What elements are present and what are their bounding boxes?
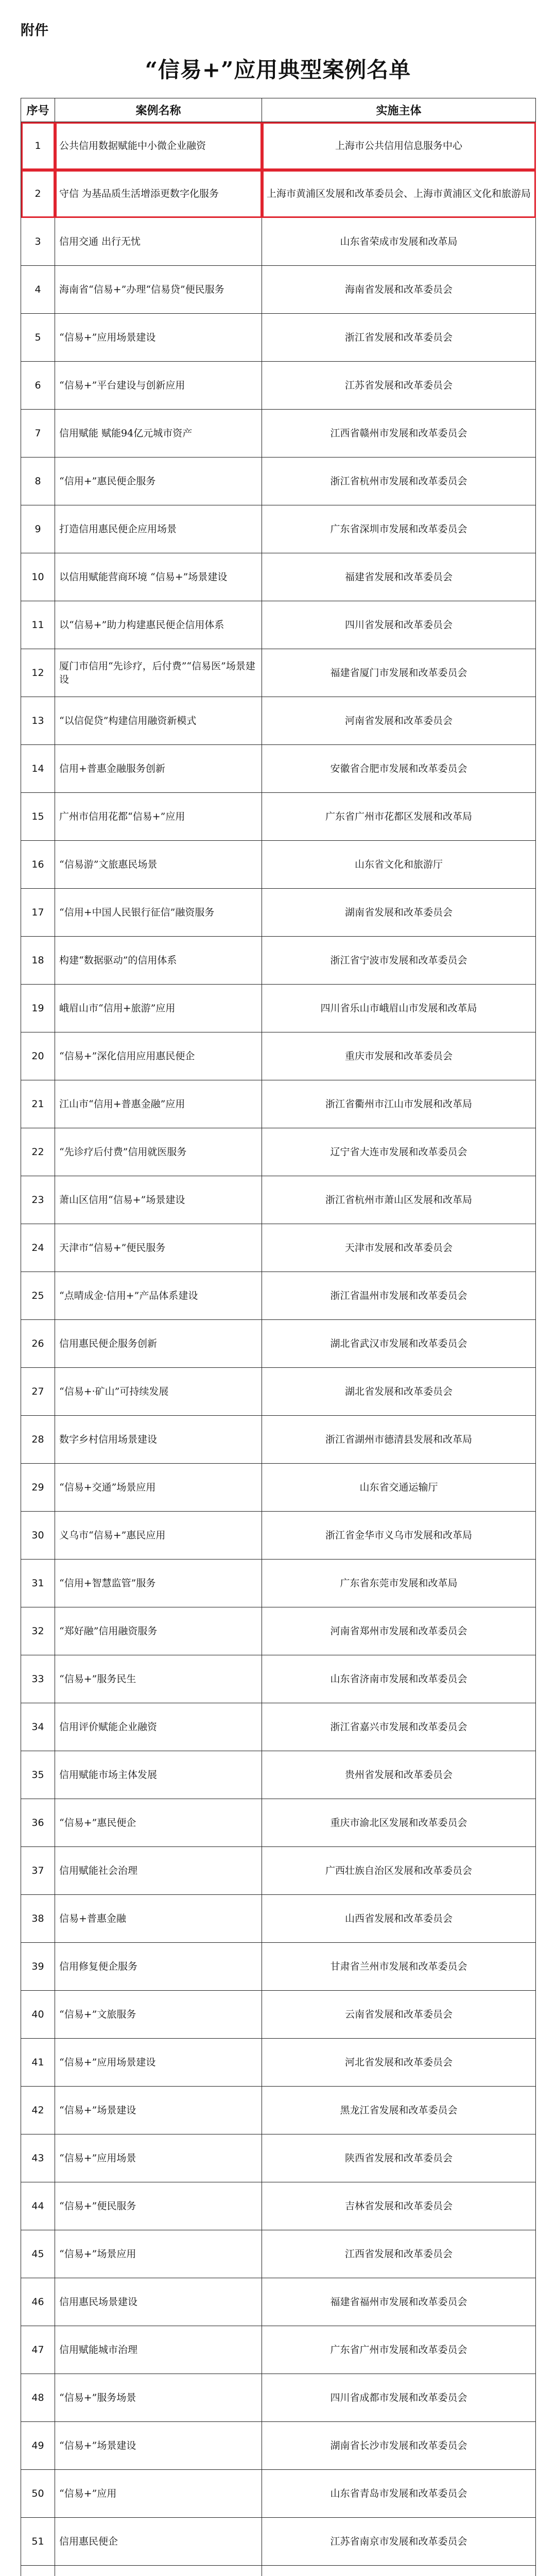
implementing-entity: 江西省赣州市发展和改革委员会 xyxy=(262,410,536,457)
table-row xyxy=(21,170,536,218)
implementing-entity: 湖北省武汉市发展和改革委员会 xyxy=(262,1320,536,1368)
row-number: 13 xyxy=(21,697,55,745)
case-name: “信易+”场景应用 xyxy=(55,2230,262,2278)
row-number: 20 xyxy=(21,1032,55,1080)
implementing-entity: 上海市黄浦区发展和改革委员会、上海市黄浦区文化和旅游局 xyxy=(262,170,536,218)
implementing-entity: 广东省广州市花都区发展和改革局 xyxy=(262,793,536,841)
row-number: 31 xyxy=(21,1560,55,1607)
row-number: 43 xyxy=(21,2134,55,2182)
implementing-entity xyxy=(262,2566,536,2576)
table-row xyxy=(21,889,536,937)
row-number: 19 xyxy=(21,985,55,1032)
implementing-entity: 重庆市发展和改革委员会 xyxy=(262,1032,536,1080)
case-name: 信用惠民场景建设 xyxy=(55,2278,262,2326)
case-name: 广州市信用花都“信易+”应用 xyxy=(55,793,262,841)
page-title: “信易+”应用典型案例名单 xyxy=(145,57,411,82)
implementing-entity: 江苏省南京市发展和改革委员会 xyxy=(262,2518,536,2566)
implementing-entity: 山东省青岛市发展和改革委员会 xyxy=(262,2470,536,2518)
implementing-entity: 广西壮族自治区发展和改革委员会 xyxy=(262,1847,536,1895)
implementing-entity: 辽宁省大连市发展和改革委员会 xyxy=(262,1128,536,1176)
implementing-entity: 湖南省发展和改革委员会 xyxy=(262,889,536,937)
row-number: 38 xyxy=(21,1895,55,1943)
implementing-entity: 浙江省宁波市发展和改革委员会 xyxy=(262,937,536,985)
case-name xyxy=(55,2566,262,2576)
implementing-entity: 江苏省发展和改革委员会 xyxy=(262,362,536,410)
row-number: 25 xyxy=(21,1272,55,1320)
case-name: 萧山区信用“信易+”场景建设 xyxy=(55,1176,262,1224)
table-row xyxy=(21,1847,536,1895)
implementing-entity: 福建省厦门市发展和改革委员会 xyxy=(262,649,536,697)
case-name: 公共信用数据赋能中小微企业融资 xyxy=(55,122,262,170)
row-number: 22 xyxy=(21,1128,55,1176)
implementing-entity: 广东省东莞市发展和改革局 xyxy=(262,1560,536,1607)
table-row xyxy=(21,697,536,745)
implementing-entity: 福建省福州市发展和改革委员会 xyxy=(262,2278,536,2326)
table-body xyxy=(21,122,536,2576)
row-number: 1 xyxy=(21,122,55,170)
case-name: 义乌市“信易+”惠民应用 xyxy=(55,1512,262,1560)
table-row xyxy=(21,314,536,362)
table-row xyxy=(21,1176,536,1224)
table-row xyxy=(21,1991,536,2039)
case-name: 信用赋能 赋能94亿元城市资产 xyxy=(55,410,262,457)
table-row xyxy=(21,1080,536,1128)
row-number: 32 xyxy=(21,1607,55,1655)
row-number: 8 xyxy=(21,457,55,505)
column-header-case-name: 案例名称 xyxy=(55,98,262,122)
case-name: 峨眉山市“信用+旅游”应用 xyxy=(55,985,262,1032)
case-name: “信易+”服务民生 xyxy=(55,1655,262,1703)
row-number: 34 xyxy=(21,1703,55,1751)
row-number: 18 xyxy=(21,937,55,985)
row-number: 46 xyxy=(21,2278,55,2326)
table-row xyxy=(21,1607,536,1655)
row-number: 2 xyxy=(21,170,55,218)
row-number: 30 xyxy=(21,1512,55,1560)
implementing-entity: 浙江省衢州市江山市发展和改革局 xyxy=(262,1080,536,1128)
table-row xyxy=(21,553,536,601)
row-number: 50 xyxy=(21,2470,55,2518)
implementing-entity: 上海市公共信用信息服务中心 xyxy=(262,122,536,170)
row-number: 47 xyxy=(21,2326,55,2374)
table-row xyxy=(21,2087,536,2134)
case-name: “信易+”深化信用应用惠民便企 xyxy=(55,1032,262,1080)
table-row xyxy=(21,362,536,410)
row-number: 29 xyxy=(21,1464,55,1512)
implementing-entity: 甘肃省兰州市发展和改革委员会 xyxy=(262,1943,536,1991)
case-name: 天津市“信易+”便民服务 xyxy=(55,1224,262,1272)
implementing-entity: 福建省发展和改革委员会 xyxy=(262,553,536,601)
case-name: 信用修复便企服务 xyxy=(55,1943,262,1991)
implementing-entity: 浙江省嘉兴市发展和改革委员会 xyxy=(262,1703,536,1751)
case-name: “信用+智慧监管”服务 xyxy=(55,1560,262,1607)
table-row xyxy=(21,1655,536,1703)
implementing-entity: 天津市发展和改革委员会 xyxy=(262,1224,536,1272)
table-row xyxy=(21,1128,536,1176)
case-name: “信易+”场景建设 xyxy=(55,2087,262,2134)
implementing-entity: 江西省发展和改革委员会 xyxy=(262,2230,536,2278)
case-name: “信易+”场景建设 xyxy=(55,2422,262,2470)
implementing-entity: 山东省文化和旅游厅 xyxy=(262,841,536,889)
implementing-entity: 四川省成都市发展和改革委员会 xyxy=(262,2374,536,2422)
case-name: “信易+”服务场景 xyxy=(55,2374,262,2422)
case-name: 信用赋能城市治理 xyxy=(55,2326,262,2374)
table-row xyxy=(21,649,536,697)
implementing-entity: 浙江省发展和改革委员会 xyxy=(262,314,536,362)
case-name: 厦门市信用“先诊疗，后付费”“信易医”场景建设 xyxy=(55,649,262,697)
row-number: 24 xyxy=(21,1224,55,1272)
table-row xyxy=(21,1032,536,1080)
table-row xyxy=(21,2566,536,2576)
implementing-entity: 湖南省长沙市发展和改革委员会 xyxy=(262,2422,536,2470)
table-row xyxy=(21,1560,536,1607)
table-row xyxy=(21,2326,536,2374)
row-number: 48 xyxy=(21,2374,55,2422)
row-number: 16 xyxy=(21,841,55,889)
implementing-entity: 浙江省湖州市德清县发展和改革局 xyxy=(262,1416,536,1464)
case-name: 守信 为基品质生活增添更数字化服务 xyxy=(55,170,262,218)
table-row xyxy=(21,793,536,841)
table-row xyxy=(21,2278,536,2326)
table-row xyxy=(21,985,536,1032)
table-row xyxy=(21,2470,536,2518)
implementing-entity: 海南省发展和改革委员会 xyxy=(262,266,536,314)
case-name: “信易游”文旅惠民场景 xyxy=(55,841,262,889)
case-name: 信易+普惠金融 xyxy=(55,1895,262,1943)
table-row xyxy=(21,1512,536,1560)
case-name: 信用惠民便企服务创新 xyxy=(55,1320,262,1368)
case-name: “信易+”应用 xyxy=(55,2470,262,2518)
implementing-entity: 吉林省发展和改革委员会 xyxy=(262,2182,536,2230)
implementing-entity: 浙江省金华市义乌市发展和改革局 xyxy=(262,1512,536,1560)
row-number: 49 xyxy=(21,2422,55,2470)
table-row xyxy=(21,1464,536,1512)
table-row xyxy=(21,601,536,649)
row-number: 15 xyxy=(21,793,55,841)
case-name: 数字乡村信用场景建设 xyxy=(55,1416,262,1464)
case-name: 江山市“信用+普惠金融”应用 xyxy=(55,1080,262,1128)
table-row xyxy=(21,1272,536,1320)
table-row xyxy=(21,1751,536,1799)
table-row xyxy=(21,2134,536,2182)
row-number: 12 xyxy=(21,649,55,697)
case-name: 信用惠民便企 xyxy=(55,2518,262,2566)
row-number: 33 xyxy=(21,1655,55,1703)
implementing-entity: 浙江省杭州市萧山区发展和改革局 xyxy=(262,1176,536,1224)
row-number: 23 xyxy=(21,1176,55,1224)
table-row xyxy=(21,2518,536,2566)
table-row xyxy=(21,266,536,314)
case-name: 信用交通 出行无忧 xyxy=(55,218,262,266)
row-number: 45 xyxy=(21,2230,55,2278)
case-name: 海南省“信易+”办理“信易贷”便民服务 xyxy=(55,266,262,314)
case-name: “信易+·矿山”可持续发展 xyxy=(55,1368,262,1416)
case-name: “先诊疗后付费”信用就医服务 xyxy=(55,1128,262,1176)
row-number: 10 xyxy=(21,553,55,601)
row-number: 6 xyxy=(21,362,55,410)
row-number: 41 xyxy=(21,2039,55,2087)
table-row xyxy=(21,1320,536,1368)
table-header-row xyxy=(21,98,536,122)
case-name: “信易+”惠民便企 xyxy=(55,1799,262,1847)
row-number: 17 xyxy=(21,889,55,937)
row-number: 42 xyxy=(21,2087,55,2134)
table-row xyxy=(21,505,536,553)
table-row xyxy=(21,410,536,457)
row-number: 7 xyxy=(21,410,55,457)
case-name: 以“信易+”助力构建惠民便企信用体系 xyxy=(55,601,262,649)
row-number: 14 xyxy=(21,745,55,793)
implementing-entity: 河南省郑州市发展和改革委员会 xyxy=(262,1607,536,1655)
table-row xyxy=(21,1368,536,1416)
case-name: 信用赋能社会治理 xyxy=(55,1847,262,1895)
implementing-entity: 浙江省温州市发展和改革委员会 xyxy=(262,1272,536,1320)
row-number: 40 xyxy=(21,1991,55,2039)
row-number: 51 xyxy=(21,2518,55,2566)
case-name: “信易+”应用场景建设 xyxy=(55,2039,262,2087)
table-row xyxy=(21,841,536,889)
case-name: 信用赋能市场主体发展 xyxy=(55,1751,262,1799)
row-number: 37 xyxy=(21,1847,55,1895)
row-number: 27 xyxy=(21,1368,55,1416)
implementing-entity: 河北省发展和改革委员会 xyxy=(262,2039,536,2087)
table-row xyxy=(21,2182,536,2230)
implementing-entity: 安徽省合肥市发展和改革委员会 xyxy=(262,745,536,793)
case-name: 信用+普惠金融服务创新 xyxy=(55,745,262,793)
implementing-entity: 山东省济南市发展和改革委员会 xyxy=(262,1655,536,1703)
row-number: 36 xyxy=(21,1799,55,1847)
case-name: 信用评价赋能企业融资 xyxy=(55,1703,262,1751)
case-name: 构建“数据驱动”的信用体系 xyxy=(55,937,262,985)
implementing-entity: 山西省发展和改革委员会 xyxy=(262,1895,536,1943)
row-number: 44 xyxy=(21,2182,55,2230)
case-name: “信易+”应用场景建设 xyxy=(55,314,262,362)
case-name: “信用+”惠民便企服务 xyxy=(55,457,262,505)
implementing-entity: 广东省深圳市发展和改革委员会 xyxy=(262,505,536,553)
table-row xyxy=(21,1799,536,1847)
column-header-implementer: 实施主体 xyxy=(262,98,536,122)
case-name: “郑好融”信用融资服务 xyxy=(55,1607,262,1655)
row-number: 11 xyxy=(21,601,55,649)
table-row xyxy=(21,457,536,505)
table-row xyxy=(21,1895,536,1943)
case-name: “信易+”文旅服务 xyxy=(55,1991,262,2039)
implementing-entity: 重庆市渝北区发展和改革委员会 xyxy=(262,1799,536,1847)
implementing-entity: 河南省发展和改革委员会 xyxy=(262,697,536,745)
row-number: 21 xyxy=(21,1080,55,1128)
implementing-entity: 山东省交通运输厅 xyxy=(262,1464,536,1512)
implementing-entity: 云南省发展和改革委员会 xyxy=(262,1991,536,2039)
case-name: “信易+”便民服务 xyxy=(55,2182,262,2230)
table-row xyxy=(21,218,536,266)
implementing-entity: 浙江省杭州市发展和改革委员会 xyxy=(262,457,536,505)
implementing-entity: 山东省荣成市发展和改革局 xyxy=(262,218,536,266)
column-header-number: 序号 xyxy=(21,98,55,122)
table-row xyxy=(21,1224,536,1272)
row-number: 5 xyxy=(21,314,55,362)
attachment-label: 附件 xyxy=(21,23,48,39)
table-row xyxy=(21,2422,536,2470)
case-name: “信易+”应用场景 xyxy=(55,2134,262,2182)
case-name: “信用+中国人民银行征信”融资服务 xyxy=(55,889,262,937)
row-number: 3 xyxy=(21,218,55,266)
implementing-entity: 四川省发展和改革委员会 xyxy=(262,601,536,649)
case-name: “信易+交通”场景应用 xyxy=(55,1464,262,1512)
row-number xyxy=(21,2566,55,2576)
case-name: “点晴成金·信用+”产品体系建设 xyxy=(55,1272,262,1320)
table-row xyxy=(21,2374,536,2422)
table-row xyxy=(21,2039,536,2087)
implementing-entity: 黑龙江省发展和改革委员会 xyxy=(262,2087,536,2134)
table-row xyxy=(21,937,536,985)
case-list-table xyxy=(21,98,536,2576)
row-number: 26 xyxy=(21,1320,55,1368)
implementing-entity: 四川省乐山市峨眉山市发展和改革局 xyxy=(262,985,536,1032)
row-number: 4 xyxy=(21,266,55,314)
implementing-entity: 湖北省发展和改革委员会 xyxy=(262,1368,536,1416)
case-name: “以信促贷”构建信用融资新模式 xyxy=(55,697,262,745)
table-row xyxy=(21,745,536,793)
table-row xyxy=(21,1703,536,1751)
implementing-entity: 陕西省发展和改革委员会 xyxy=(262,2134,536,2182)
case-name: “信易+”平台建设与创新应用 xyxy=(55,362,262,410)
table-row xyxy=(21,1943,536,1991)
implementing-entity: 广东省广州市发展和改革委员会 xyxy=(262,2326,536,2374)
case-name: 打造信用惠民便企应用场景 xyxy=(55,505,262,553)
table-row xyxy=(21,1416,536,1464)
row-number: 35 xyxy=(21,1751,55,1799)
table-row xyxy=(21,122,536,170)
row-number: 39 xyxy=(21,1943,55,1991)
table-row xyxy=(21,2230,536,2278)
row-number: 9 xyxy=(21,505,55,553)
case-name: 以信用赋能营商环境 “信易+”场景建设 xyxy=(55,553,262,601)
row-number: 28 xyxy=(21,1416,55,1464)
implementing-entity: 贵州省发展和改革委员会 xyxy=(262,1751,536,1799)
